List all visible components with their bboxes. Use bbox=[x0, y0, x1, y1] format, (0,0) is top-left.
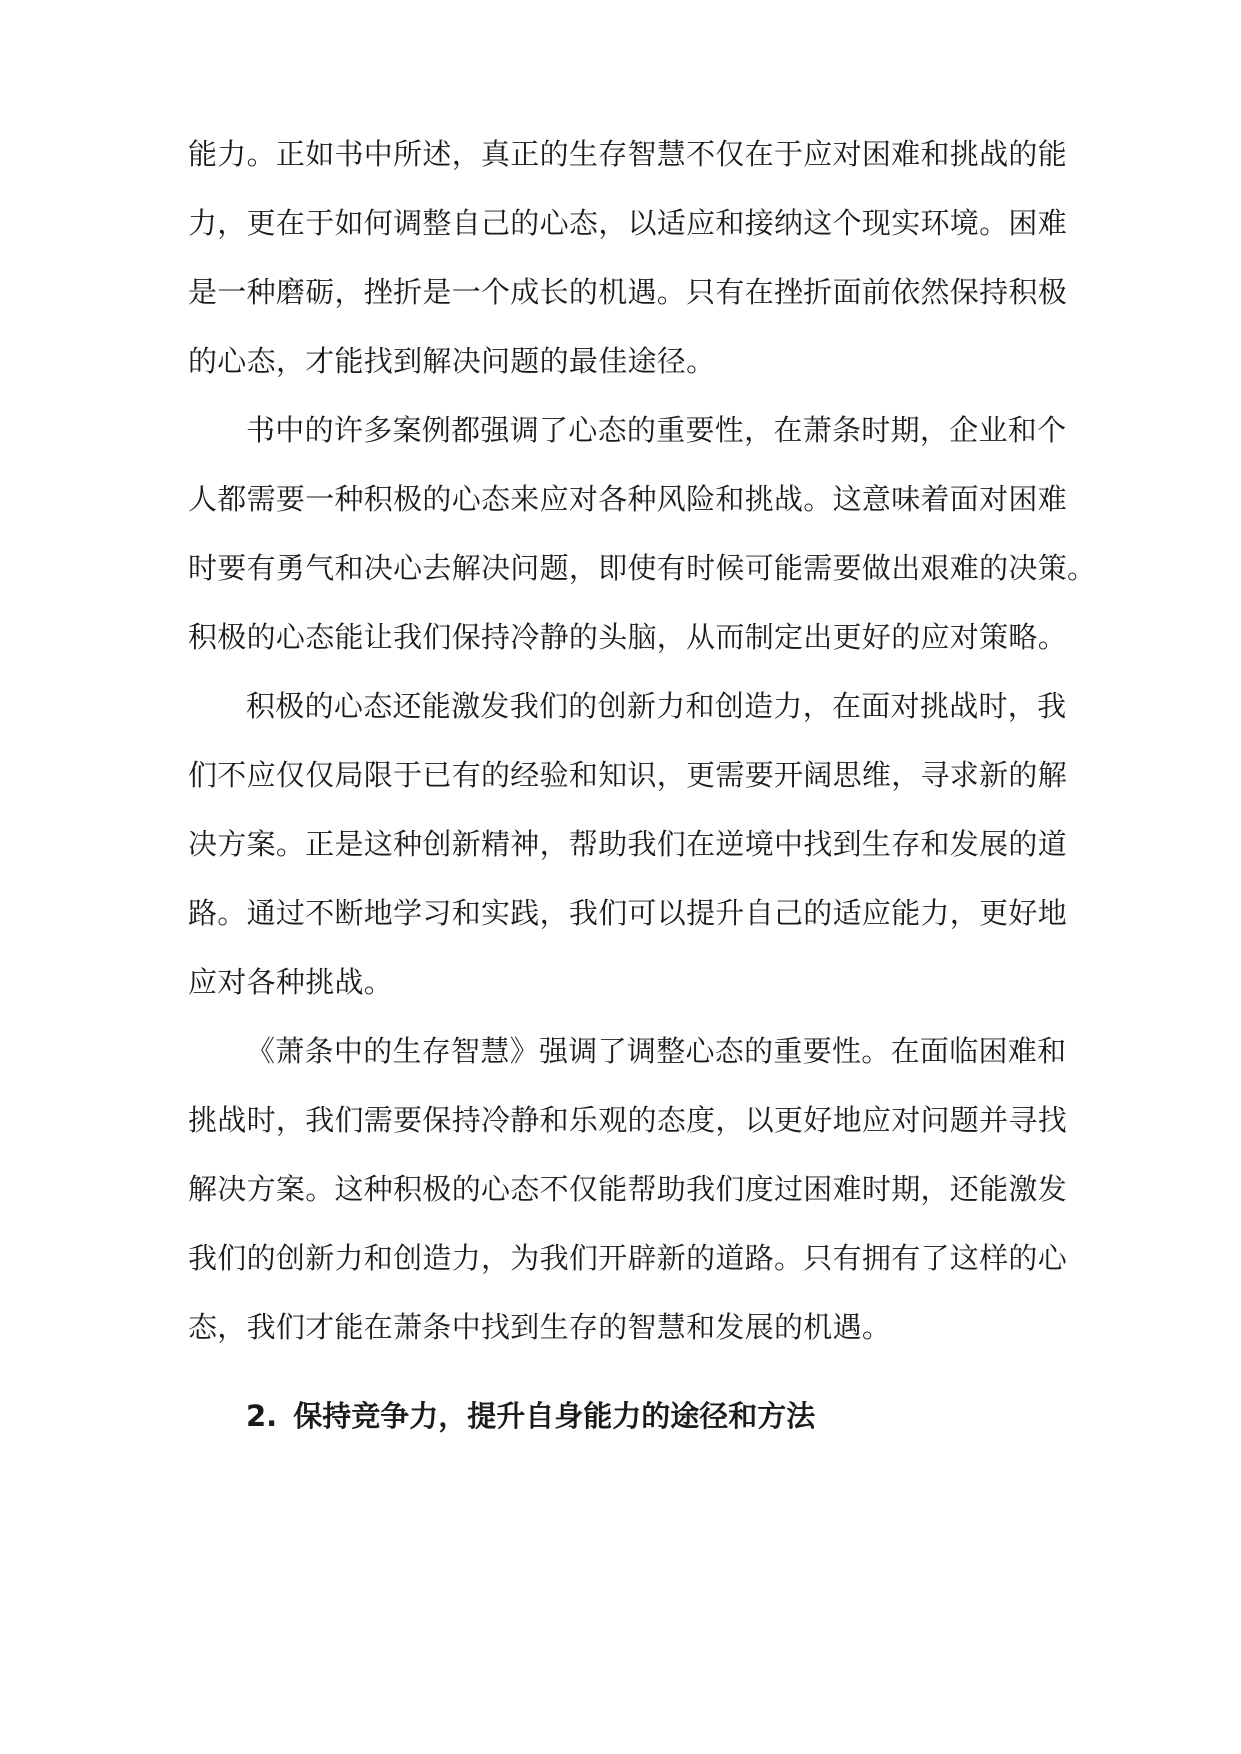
paragraph-4-line-4: 我们的创新力和创造力，为我们开辟新的道路。只有拥有了这样的心 bbox=[188, 1241, 1068, 1275]
paragraph-1-line-1: 能力。正如书中所述，真正的生存智慧不仅在于应对困难和挑战的能 bbox=[188, 137, 1068, 171]
paragraph-3-line-5: 应对各种挑战。 bbox=[188, 965, 394, 999]
paragraph-3-line-1: 积极的心态还能激发我们的创新力和创造力，在面对挑战时，我 bbox=[246, 689, 1067, 723]
paragraph-2-line-3: 时要有勇气和决心去解决问题，即使有时候可能需要做出艰难的决策。 bbox=[188, 551, 1097, 585]
paragraph-4-line-3: 解决方案。这种积极的心态不仅能帮助我们度过困难时期，还能激发 bbox=[188, 1172, 1068, 1206]
paragraph-2-line-1: 书中的许多案例都强调了心态的重要性，在萧条时期，企业和个 bbox=[246, 413, 1067, 447]
section-number: 2. bbox=[246, 1399, 278, 1433]
paragraph-2-line-4: 积极的心态能让我们保持冷静的头脑，从而制定出更好的应对策略。 bbox=[188, 620, 1068, 654]
paragraph-1-line-3: 是一种磨砺，挫折是一个成长的机遇。只有在挫折面前依然保持积极 bbox=[188, 275, 1068, 309]
paragraph-4-line-1: 《萧条中的生存智慧》强调了调整心态的重要性。在面临困难和 bbox=[246, 1034, 1067, 1068]
paragraph-2-line-2: 人都需要一种积极的心态来应对各种风险和挑战。这意味着面对困难 bbox=[188, 482, 1068, 516]
paragraph-4-line-5: 态，我们才能在萧条中找到生存的智慧和发展的机遇。 bbox=[188, 1310, 892, 1344]
paragraph-1-line-2: 力，更在于如何调整自己的心态，以适应和接纳这个现实环境。困难 bbox=[188, 206, 1068, 240]
paragraph-3-line-3: 决方案。正是这种创新精神，帮助我们在逆境中找到生存和发展的道 bbox=[188, 827, 1068, 861]
paragraph-1-line-4: 的心态，才能找到解决问题的最佳途径。 bbox=[188, 344, 716, 378]
section-title: 保持竞争力，提升自身能力的途径和方法 bbox=[293, 1399, 816, 1433]
paragraph-3-line-2: 们不应仅仅局限于已有的经验和知识，更需要开阔思维，寻求新的解 bbox=[188, 758, 1068, 792]
section-heading bbox=[246, 1392, 1060, 1440]
paragraph-3-line-4: 路。通过不断地学习和实践，我们可以提升自己的适应能力，更好地 bbox=[188, 896, 1068, 930]
paragraph-4-line-2: 挑战时，我们需要保持冷静和乐观的态度，以更好地应对问题并寻找 bbox=[188, 1103, 1068, 1137]
